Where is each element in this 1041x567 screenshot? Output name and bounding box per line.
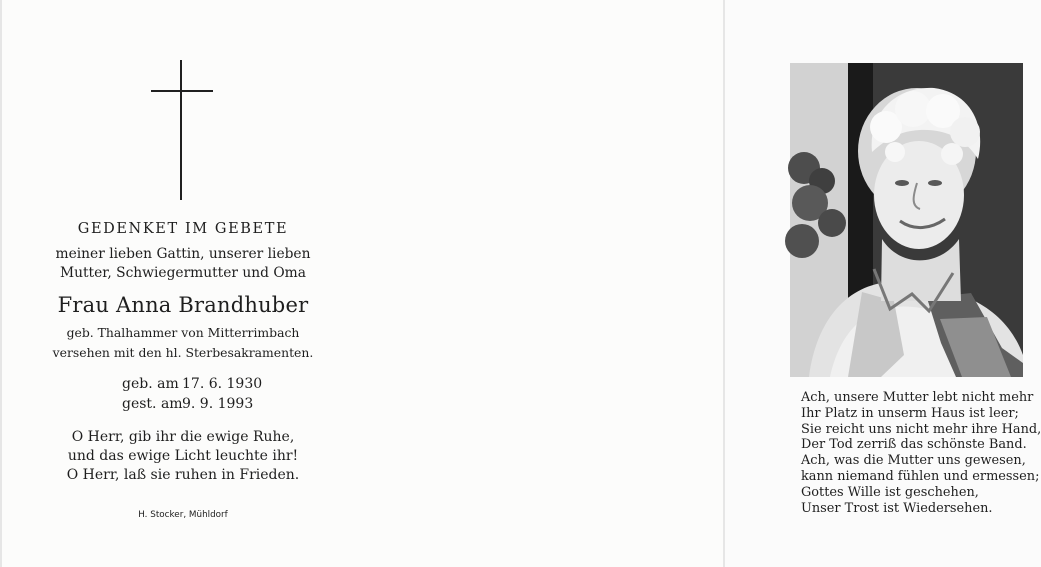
birth-date-row bbox=[122, 374, 277, 394]
death-date-row bbox=[122, 394, 277, 414]
relationship-text bbox=[2, 245, 364, 283]
printer-credit: H. Stocker, Mühldorf bbox=[138, 510, 228, 520]
portrait-photo-drawing bbox=[790, 63, 1023, 377]
relationship-line: Mutter, Schwiegermutter und Oma bbox=[60, 265, 306, 281]
right-panel bbox=[364, 0, 1041, 567]
prayer-line: O Herr, laß sie ruhen in Frieden. bbox=[66, 467, 300, 483]
left-panel bbox=[2, 0, 364, 567]
poem-line: Der Tod zerriß das schönste Band. bbox=[801, 437, 1027, 453]
cross-horizontal-bar bbox=[151, 90, 213, 92]
sacraments-line: versehen mit den hl. Sterbesakramenten. bbox=[52, 345, 314, 360]
poem-line: Ach, was die Mutter uns gewesen, bbox=[801, 453, 1026, 469]
life-dates bbox=[122, 374, 277, 414]
poem-line: Ihr Platz in unserm Haus ist leer; bbox=[801, 405, 1019, 421]
poem-line: Sie reicht uns nicht mehr ihre Hand, bbox=[801, 421, 1041, 437]
poem-line: kann niemand fühlen und ermessen; bbox=[801, 468, 1040, 484]
remembrance-heading: GEDENKET IM GEBETE bbox=[77, 221, 289, 237]
deceased-details bbox=[2, 323, 364, 363]
deceased-name: Frau Anna Brandhuber bbox=[57, 293, 309, 317]
birth-name-line: geb. Thalhammer von Mitterrimbach bbox=[66, 325, 300, 340]
death-date-value: 9. 9. 1993 bbox=[182, 396, 254, 412]
prayer-text bbox=[2, 428, 364, 485]
birth-date-value: 17. 6. 1930 bbox=[182, 376, 263, 392]
poem-line: Ach, unsere Mutter lebt nicht mehr bbox=[801, 390, 1034, 405]
prayer-line: und das ewige Licht leuchte ihr! bbox=[67, 448, 299, 464]
poem-line: Unser Trost ist Wiedersehen. bbox=[801, 500, 993, 516]
birth-date-label: geb. am bbox=[122, 376, 179, 392]
cross-vertical-bar bbox=[180, 60, 182, 200]
relationship-line: meiner lieben Gattin, unserer lieben bbox=[55, 246, 311, 262]
prayer-line: O Herr, gib ihr die ewige Ruhe, bbox=[71, 429, 295, 445]
poem-text bbox=[801, 390, 1041, 516]
cross-icon bbox=[151, 60, 213, 200]
portrait-photo bbox=[790, 63, 1023, 377]
poem-line: Gottes Wille ist geschehen, bbox=[801, 484, 979, 500]
death-date-label: gest. am bbox=[122, 396, 183, 412]
